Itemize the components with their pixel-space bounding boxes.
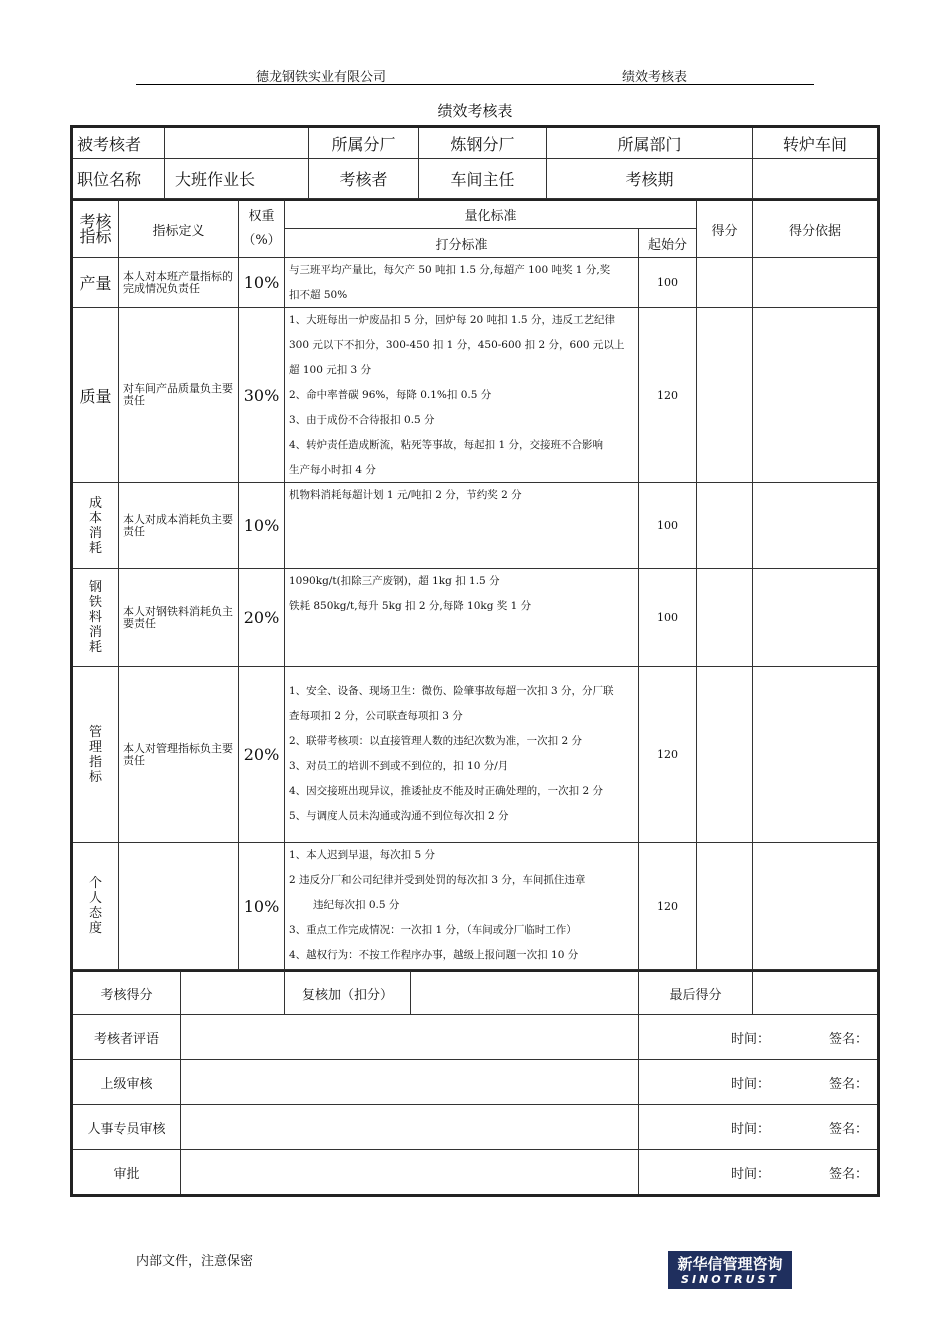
indicator-char: 耗 xyxy=(88,640,102,655)
start-score-cell: 120 xyxy=(639,843,697,970)
sinotrust-logo xyxy=(668,1251,792,1289)
total-score-value[interactable] xyxy=(181,970,285,1015)
approval-sign[interactable] xyxy=(639,1060,877,1105)
approval-label: 上级审核 xyxy=(73,1060,181,1105)
header-score: 得分 xyxy=(697,199,753,258)
criteria-line: 4、转炉责任造成断流，粘死等事故，每起扣 1 分，交接班不合影响 xyxy=(289,439,604,451)
start-score-cell: 120 xyxy=(639,667,697,843)
weight-cell: 20% xyxy=(239,569,285,667)
basis-cell[interactable] xyxy=(753,483,877,569)
score-cell[interactable] xyxy=(697,667,753,843)
criteria-cell xyxy=(285,569,639,667)
time-label: 时间： xyxy=(731,1076,771,1092)
criteria-line: 铁耗 850kg/t,每升 5kg 扣 2 分,每降 10kg 奖 1 分 xyxy=(289,600,532,612)
indicator-cell xyxy=(73,667,119,843)
position-label: 职位名称 xyxy=(73,159,165,199)
criteria-line: 超 100 元扣 3 分 xyxy=(289,364,372,376)
indicator-char: 个 xyxy=(88,876,102,891)
branch-value[interactable]: 炼钢分厂 xyxy=(419,128,547,159)
indicator-char: 本 xyxy=(88,510,102,526)
header-basis: 得分依据 xyxy=(753,199,877,258)
score-cell[interactable] xyxy=(697,843,753,970)
dept-value[interactable]: 转炉车间 xyxy=(753,128,877,159)
approval-comment[interactable] xyxy=(181,1060,639,1105)
start-score-cell: 100 xyxy=(639,569,697,667)
sign-label: 签名： xyxy=(829,1031,869,1047)
basis-cell[interactable] xyxy=(753,843,877,970)
basis-cell[interactable] xyxy=(753,308,877,483)
branch-label: 所属分厂 xyxy=(309,128,419,159)
indicator-char: 消 xyxy=(88,625,102,640)
approval-sign[interactable] xyxy=(639,1150,877,1194)
examinee-value[interactable] xyxy=(165,128,309,159)
criteria-line: 3、对员工的培训不到或不到位的，扣 10 分/月 xyxy=(289,760,509,772)
indicator-cell: 产量 xyxy=(73,258,119,308)
approval-sign[interactable] xyxy=(639,1015,877,1060)
total-score-label: 考核得分 xyxy=(73,970,181,1015)
criteria-line: 2 违反分厂和公司纪律并受到处罚的每次扣 3 分，车间抓住违章 xyxy=(289,874,586,886)
definition-cell: 对车间产品质量负主要责任 xyxy=(119,308,239,483)
indicator-char: 理 xyxy=(88,739,102,755)
criteria-cell xyxy=(285,308,639,483)
criteria-line: 4、越权行为：不按工作程序办事，越级上报问题一次扣 10 分 xyxy=(289,949,579,961)
examinee-label: 被考核者 xyxy=(73,128,165,159)
header-weight-line2: （%） xyxy=(242,233,281,248)
indicator-char: 标 xyxy=(88,769,102,785)
indicator-cell xyxy=(73,569,119,667)
final-score-label: 最后得分 xyxy=(639,970,753,1015)
indicator-cell xyxy=(73,843,119,970)
review-value[interactable] xyxy=(411,970,639,1015)
start-score-cell: 120 xyxy=(639,308,697,483)
approval-sign[interactable] xyxy=(639,1105,877,1150)
logo-cn: 新华信管理咨询 xyxy=(677,1254,783,1273)
time-label: 时间： xyxy=(731,1031,771,1047)
position-value[interactable]: 大班作业长 xyxy=(165,159,309,199)
indicator-char: 钢 xyxy=(88,580,102,595)
indicator-char: 态 xyxy=(88,906,102,921)
indicator-char: 消 xyxy=(88,525,102,541)
indicator-char: 人 xyxy=(88,891,102,906)
criteria-line: 机物料消耗每超计划 1 元/吨扣 2 分，节约奖 2 分 xyxy=(289,489,522,501)
start-score-cell: 100 xyxy=(639,483,697,569)
score-cell[interactable] xyxy=(697,258,753,308)
period-label: 考核期 xyxy=(547,159,753,199)
header-indicator-line2: 指标 xyxy=(79,227,112,246)
header-quant: 量化标准 xyxy=(285,199,697,229)
header-scoring: 打分标准 xyxy=(285,229,639,258)
header-indicator xyxy=(73,199,119,258)
criteria-line: 5、与调度人员未沟通或沟通不到位每次扣 2 分 xyxy=(289,810,509,822)
weight-cell: 10% xyxy=(239,843,285,970)
time-label: 时间： xyxy=(731,1166,771,1182)
approval-comment[interactable] xyxy=(181,1150,639,1194)
weight-cell: 10% xyxy=(239,483,285,569)
time-label: 时间： xyxy=(731,1121,771,1137)
header-weight-line1: 权重 xyxy=(248,209,275,224)
criteria-line: 1、大班每出一炉废品扣 5 分，回炉每 20 吨扣 1.5 分，违反工艺纪律 xyxy=(289,314,615,326)
basis-cell[interactable] xyxy=(753,258,877,308)
review-label: 复核加（扣分） xyxy=(285,970,411,1015)
definition-cell: 本人对钢铁料消耗负主要责任 xyxy=(119,569,239,667)
basis-cell[interactable] xyxy=(753,569,877,667)
approval-comment[interactable] xyxy=(181,1105,639,1150)
indicator-char: 管 xyxy=(88,724,102,740)
score-cell[interactable] xyxy=(697,569,753,667)
header-definition: 指标定义 xyxy=(119,199,239,258)
indicator-char: 度 xyxy=(88,921,102,936)
header-indicator-line1: 考核 xyxy=(79,212,112,231)
dept-label: 所属部门 xyxy=(547,128,753,159)
indicator-char: 指 xyxy=(88,754,102,770)
criteria-line: 3、由于成份不合待报扣 0.5 分 xyxy=(289,414,435,426)
sign-label: 签名： xyxy=(829,1166,869,1182)
criteria-line: 查每项扣 2 分，公司联查每项扣 3 分 xyxy=(289,710,463,722)
company-name: 德龙钢铁实业有限公司 xyxy=(256,70,387,85)
weight-cell: 10% xyxy=(239,258,285,308)
period-value[interactable] xyxy=(753,159,877,199)
sign-label: 签名： xyxy=(829,1076,869,1092)
criteria-line: 与三班平均产量比，每欠产 50 吨扣 1.5 分,每超产 100 吨奖 1 分,奖 xyxy=(289,264,611,276)
weight-cell: 20% xyxy=(239,667,285,843)
criteria-line: 1、本人迟到早退，每次扣 5 分 xyxy=(289,849,436,861)
definition-cell xyxy=(119,843,239,970)
indicator-cell xyxy=(73,483,119,569)
definition-cell: 本人对管理指标负主要责任 xyxy=(119,667,239,843)
page-header xyxy=(136,64,814,85)
document-title: 绩效考核表 xyxy=(437,102,513,120)
logo-en: SINOTRUST xyxy=(681,1272,779,1286)
indicator-char: 耗 xyxy=(88,540,102,556)
criteria-line: 扣不超 50% xyxy=(289,289,348,301)
indicator-char: 成 xyxy=(88,495,102,511)
criteria-cell xyxy=(285,258,639,308)
weight-cell: 30% xyxy=(239,308,285,483)
approval-label: 审批 xyxy=(73,1150,181,1194)
indicator-char: 料 xyxy=(88,610,102,625)
criteria-line: 2、联带考核项：以直接管理人数的违纪次数为准，一次扣 2 分 xyxy=(289,735,583,747)
final-score-value[interactable] xyxy=(753,970,877,1015)
examiner-label: 考核者 xyxy=(309,159,419,199)
definition-cell: 本人对成本消耗负主要责任 xyxy=(119,483,239,569)
header-weight xyxy=(239,199,285,258)
confidential-note: 内部文件，注意保密 xyxy=(136,1254,254,1269)
criteria-line: 2、命中率普碳 96%，每降 0.1%扣 0.5 分 xyxy=(289,389,492,401)
criteria-line: 1090kg/t(扣除三产废钢)，超 1kg 扣 1.5 分 xyxy=(289,575,500,587)
header-doc-name: 绩效考核表 xyxy=(622,70,688,85)
indicator-cell: 质量 xyxy=(73,308,119,483)
indicator-char: 铁 xyxy=(88,595,102,610)
criteria-line: 生产每小时扣 4 分 xyxy=(289,464,376,476)
score-cell[interactable] xyxy=(697,483,753,569)
approval-comment[interactable] xyxy=(181,1015,639,1060)
examiner-value[interactable]: 车间主任 xyxy=(419,159,547,199)
criteria-line: 4、因交接班出现异议，推诿扯皮不能及时正确处理的，一次扣 2 分 xyxy=(289,785,604,797)
criteria-cell xyxy=(285,483,639,569)
criteria-cell xyxy=(285,667,639,843)
header-start-score: 起始分 xyxy=(639,229,697,258)
appraisal-table xyxy=(70,125,880,1197)
criteria-cell xyxy=(285,843,639,970)
sign-label: 签名： xyxy=(829,1121,869,1137)
criteria-line: 1、安全、设备、现场卫生：微伤、险肇事故每超一次扣 3 分，分厂联 xyxy=(289,685,614,697)
criteria-line: 3、重点工作完成情况：一次扣 1 分，（车间或分厂临时工作） xyxy=(289,924,577,936)
definition-cell: 本人对本班产量指标的完成情况负责任 xyxy=(119,258,239,308)
basis-cell[interactable] xyxy=(753,667,877,843)
approval-label: 考核者评语 xyxy=(73,1015,181,1060)
criteria-line: 300 元以下不扣分，300-450 扣 1 分，450-600 扣 2 分，600 元以上 xyxy=(289,339,625,351)
score-cell[interactable] xyxy=(697,308,753,483)
criteria-line: 违纪每次扣 0.5 分 xyxy=(313,899,400,911)
start-score-cell: 100 xyxy=(639,258,697,308)
approval-label: 人事专员审核 xyxy=(73,1105,181,1150)
